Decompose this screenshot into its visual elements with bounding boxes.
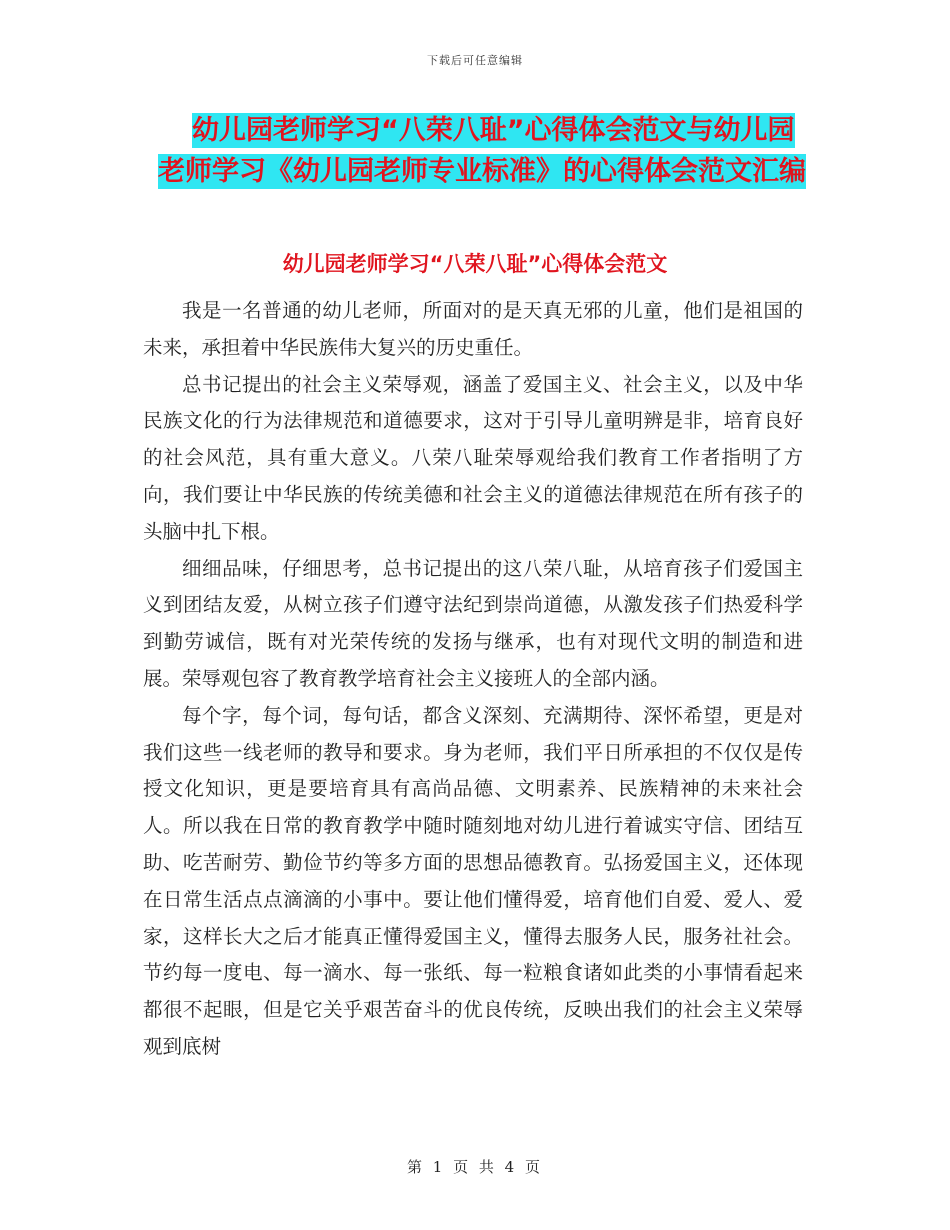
document-title <box>140 110 820 192</box>
paragraph: 总书记提出的社会主义荣辱观，涵盖了爱国主义、社会主义，以及中华民族文化的行为法律规范和道德要求，这对于引导儿童明辨是非，培育良好的社会风范，具有重大意义。八荣八耻荣辱观给我们教育工作者指明了方向，我们要让中华民族的传统美德和社会主义的道德法律规范在所有孩子的头脑中扎下根。 <box>143 372 803 543</box>
body-text <box>143 293 803 1066</box>
section-heading: 幼儿园老师学习“八荣八耻”心得体会范文 <box>282 252 668 276</box>
paragraph: 每个字，每个词，每句话，都含义深刻、充满期待、深怀希望，更是对我们这些一线老师的教导和要求。身为老师，我们平日所承担的不仅仅是传授文化知识，更是要培育具有高尚品德、文明素养、民族精神的未来社会人。所以我在日常的教育教学中随时随刻地对幼儿进行着诚实守信、团结互助、吃苦耐劳、勤俭节约等多方面的思想品德教育。弘扬爱国主义，还体现在日常生活点点滴滴的小事中。要让他们懂得爱，培育他们自爱、爱人、爱家，这样长大之后才能真正懂得爱国主义，懂得去服务人民，服务社社会。节约每一度电、每一滴水、每一张纸、每一粒粮食诸如此类的小事情看起来都很不起眼，但是它关乎艰苦奋斗的优良传统，反映出我们的社会主义荣辱观到底树 <box>143 703 803 1058</box>
title-line-1: 幼儿园老师学习“八荣八耻”心得体会范文与幼儿园 <box>192 115 795 146</box>
page-header: 下载后可任意编辑 <box>427 54 523 67</box>
page-footer: 第 1 页 共 4 页 <box>407 1158 543 1176</box>
paragraph: 我是一名普通的幼儿老师，所面对的是天真无邪的儿童，他们是祖国的未来，承担着中华民族伟大复兴的历史重任。 <box>143 299 803 359</box>
paragraph: 细细品味，仔细思考，总书记提出的这八荣八耻，从培育孩子们爱国主义到团结友爱，从树立孩子们遵守法纪到崇尚道德，从激发孩子们热爱科学到勤劳诚信，既有对光荣传统的发扬与继承，也有对现代文明的制造和进展。荣辱观包容了教育教学培育社会主义接班人的全部内涵。 <box>143 556 803 690</box>
title-line-2: 老师学习《幼儿园老师专业标准》的心得体会范文汇编 <box>158 156 806 187</box>
